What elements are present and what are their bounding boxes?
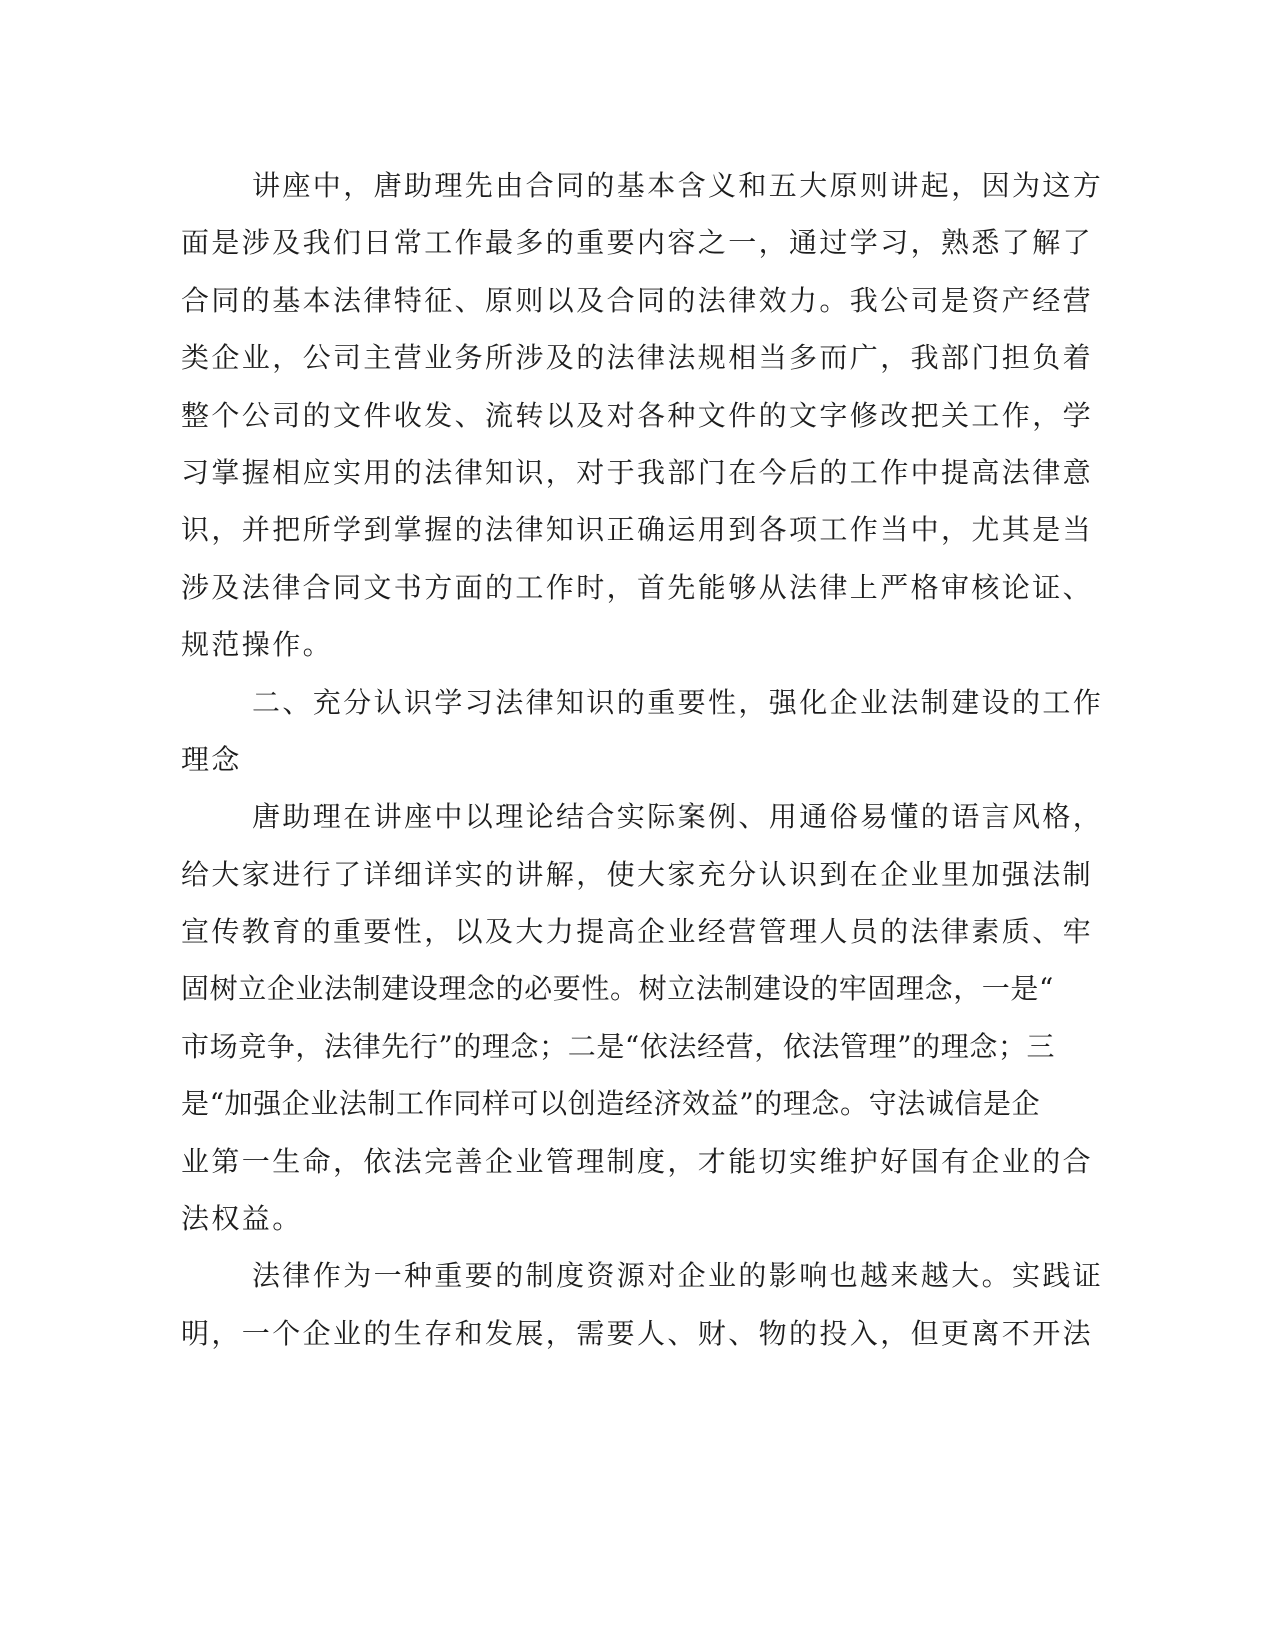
paragraph-line: 宣传教育的重要性，以及大力提高企业经营管理人员的法律素质、牢 xyxy=(181,915,1094,949)
paragraph-line: 固树立企业法制建设理念的必要性。树立法制建设的牢固理念，一是“ xyxy=(181,972,1054,1006)
paragraph-line: 合同的基本法律特征、原则以及合同的法律效力。我公司是资产经营 xyxy=(181,283,1094,317)
paragraph-line: 整个公司的文件收发、流转以及对各种文件的文字修改把关工作，学 xyxy=(181,398,1094,432)
paragraph-line: 识，并把所学到掌握的法律知识正确运用到各项工作当中，尤其是当 xyxy=(181,513,1094,547)
section-heading-line: 理念 xyxy=(181,742,242,776)
paragraph-line: 市场竞争，法律先行”的理念；二是“依法经营，依法管理”的理念；三 xyxy=(181,1029,1056,1063)
paragraph-line: 业第一生命，依法完善企业管理制度，才能切实维护好国有企业的合 xyxy=(181,1144,1094,1178)
paragraph-line: 习掌握相应实用的法律知识，对于我部门在今后的工作中提高法律意 xyxy=(181,455,1094,489)
paragraph-line: 类企业，公司主营业务所涉及的法律法规相当多而广，我部门担负着 xyxy=(181,341,1094,375)
paragraph-line: 给大家进行了详细详实的讲解，使大家充分认识到在企业里加强法制 xyxy=(181,857,1094,891)
paragraph-line: 涉及法律合同文书方面的工作时，首先能够从法律上严格审核论证、 xyxy=(181,570,1094,604)
paragraph-line: 明，一个企业的生存和发展，需要人、财、物的投入，但更离不开法 xyxy=(181,1316,1094,1350)
paragraph-line: 规范操作。 xyxy=(181,628,334,662)
section-heading-line: 二、充分认识学习法律知识的重要性，强化企业法制建设的工作 xyxy=(252,685,1104,719)
paragraph-line: 法权益。 xyxy=(181,1202,303,1236)
paragraph-line: 唐助理在讲座中以理论结合实际案例、用通俗易懂的语言风格， xyxy=(252,800,1104,834)
paragraph-line: 法律作为一种重要的制度资源对企业的影响也越来越大。实践证 xyxy=(252,1259,1104,1293)
paragraph-line: 是“加强企业法制工作同样可以创造经济效益”的理念。守法诚信是企 xyxy=(181,1087,1041,1121)
body-text xyxy=(181,157,1104,1362)
paragraph-line: 面是涉及我们日常工作最多的重要内容之一，通过学习，熟悉了解了 xyxy=(181,226,1094,260)
paragraph-line: 讲座中，唐助理先由合同的基本含义和五大原则讲起，因为这方 xyxy=(252,169,1104,202)
